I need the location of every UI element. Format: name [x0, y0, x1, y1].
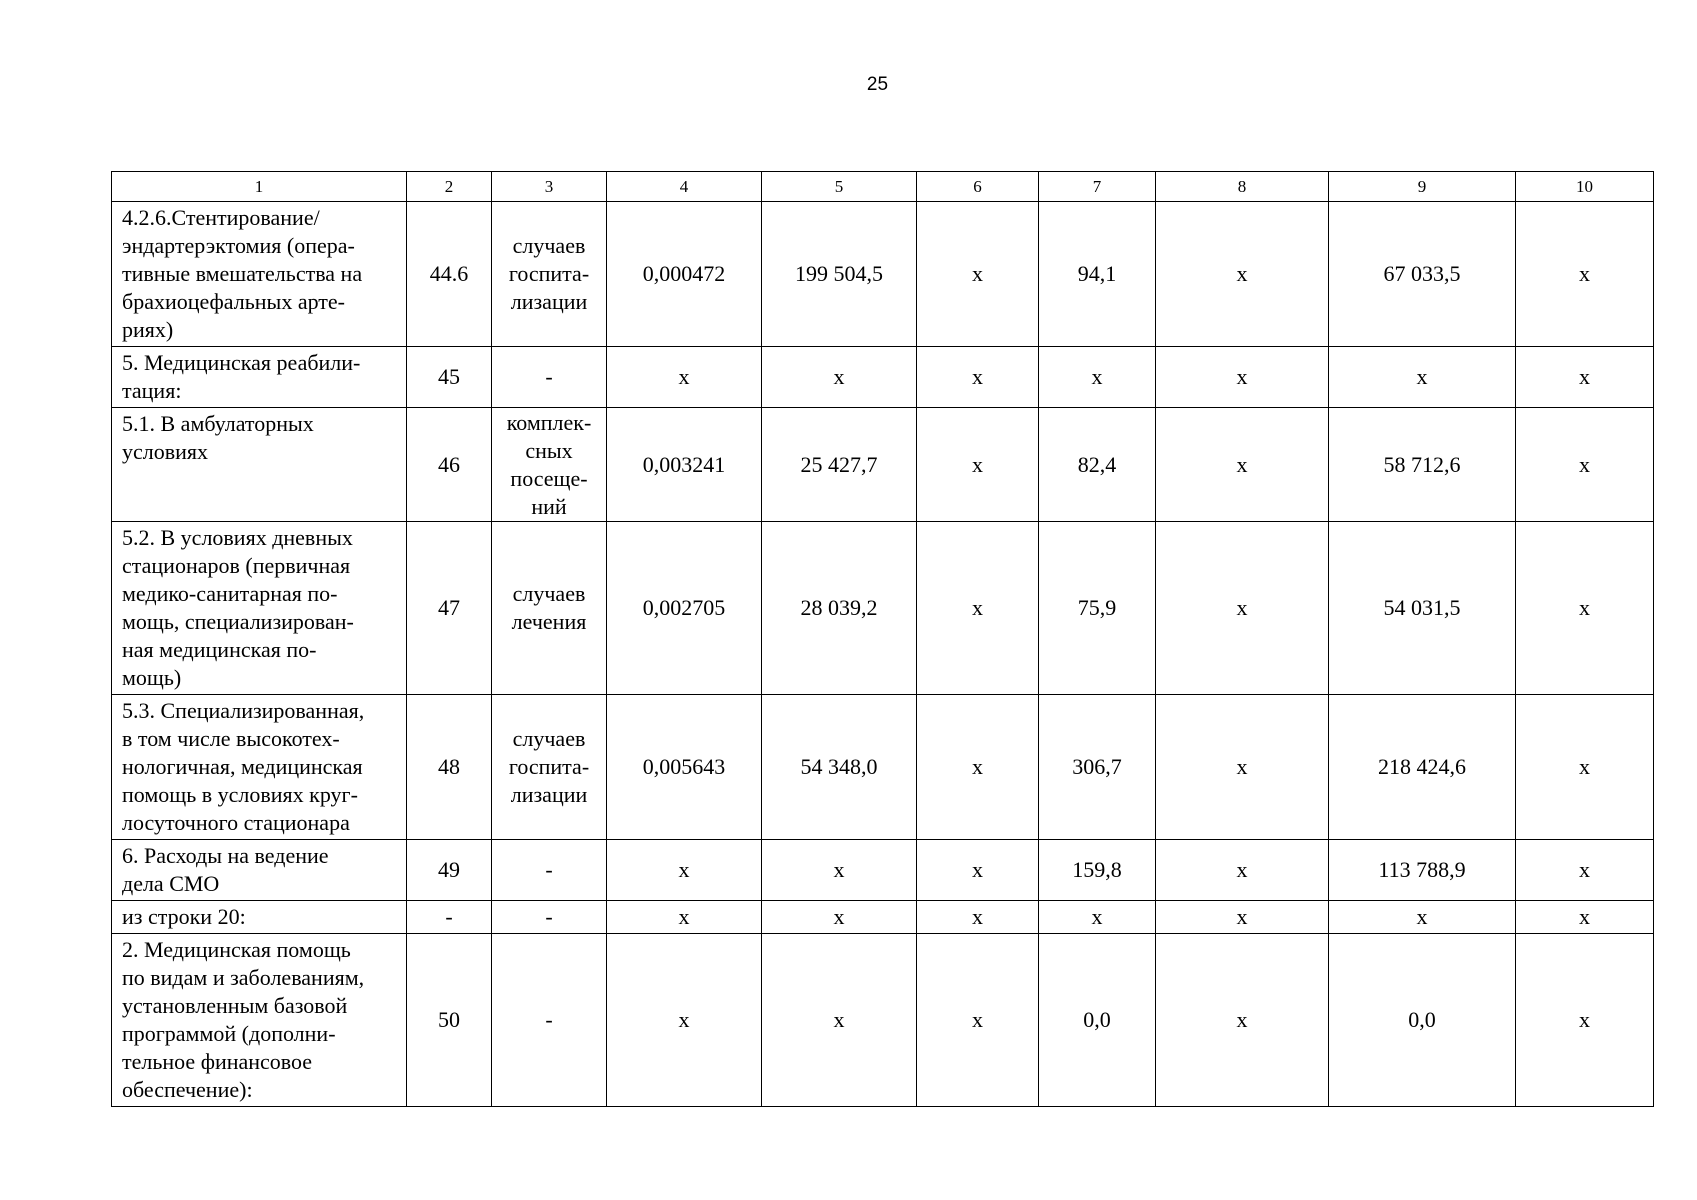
row-name-line: брахиоцефальных арте-	[122, 289, 345, 314]
row-name-line: 5.1. В амбулаторных	[122, 411, 314, 436]
data-table	[111, 171, 1654, 1107]
column-number: 3	[492, 172, 607, 202]
row-name-line: программой (дополни-	[122, 1021, 336, 1046]
column-number: 1	[112, 172, 407, 202]
row-name-line: 6. Расходы на ведение	[122, 843, 329, 868]
row-name-line: дела СМО	[122, 871, 220, 896]
column-number: 6	[917, 172, 1039, 202]
column-number-row	[112, 172, 1654, 202]
row-name-line: 5.2. В условиях дневных	[122, 525, 353, 550]
column-number: 10	[1516, 172, 1654, 202]
value-cell: 218 424,6	[1329, 695, 1516, 840]
value-cell: х	[917, 408, 1039, 522]
row-name-line: лосуточного стационара	[122, 810, 350, 835]
value-cell: 94,1	[1039, 202, 1156, 347]
value-cell: 0,002705	[607, 522, 762, 695]
value-cell: х	[1156, 695, 1329, 840]
unit-cell: -	[492, 901, 607, 934]
column-number: 7	[1039, 172, 1156, 202]
value-cell: 0,005643	[607, 695, 762, 840]
value-cell: х	[607, 840, 762, 901]
row-name-line: риях)	[122, 317, 174, 342]
row-name-cell	[112, 202, 407, 347]
value-cell: х	[762, 840, 917, 901]
row-name-line: ная медицинская по-	[122, 637, 317, 662]
value-cell: 0,003241	[607, 408, 762, 522]
table-row	[112, 695, 1654, 840]
value-cell: х	[1516, 695, 1654, 840]
unit-cell: случаев госпита-лизации	[492, 695, 607, 840]
value-cell: 306,7	[1039, 695, 1156, 840]
value-cell: 58 712,6	[1329, 408, 1516, 522]
row-name-line: тельное финансовое	[122, 1049, 313, 1074]
value-cell: 0,0	[1039, 934, 1156, 1107]
value-cell: х	[1516, 408, 1654, 522]
row-name-line: тация:	[122, 378, 182, 403]
row-name-line: 2. Медицинская помощь	[122, 937, 351, 962]
value-cell: х	[1329, 347, 1516, 408]
table-row	[112, 202, 1654, 347]
value-cell: х	[1156, 408, 1329, 522]
row-name-cell	[112, 522, 407, 695]
value-cell: х	[917, 840, 1039, 901]
row-name-line: помощь в условиях круг-	[122, 782, 358, 807]
row-name-line: условиях	[122, 439, 209, 464]
row-name-cell	[112, 347, 407, 408]
row-name-line: 5. Медицинская реабили-	[122, 350, 361, 375]
unit-cell: случаев лечения	[492, 522, 607, 695]
value-cell: х	[917, 522, 1039, 695]
value-cell: 75,9	[1039, 522, 1156, 695]
value-cell: х	[607, 934, 762, 1107]
value-cell: 67 033,5	[1329, 202, 1516, 347]
value-cell: 25 427,7	[762, 408, 917, 522]
unit-cell: -	[492, 840, 607, 901]
row-name-line: из строки 20:	[122, 904, 246, 929]
table-row	[112, 901, 1654, 934]
column-number: 2	[407, 172, 492, 202]
value-cell: 28 039,2	[762, 522, 917, 695]
value-cell: х	[1516, 347, 1654, 408]
unit-cell: комплек-сных посеще-ний	[492, 408, 607, 522]
row-name-line: нологичная, медицинская	[122, 754, 363, 779]
table-row	[112, 934, 1654, 1107]
value-cell: х	[762, 934, 917, 1107]
row-name-line: по видам и заболеваниям,	[122, 965, 365, 990]
value-cell: х	[917, 695, 1039, 840]
value-cell: х	[917, 347, 1039, 408]
value-cell: 0,000472	[607, 202, 762, 347]
value-cell: х	[762, 901, 917, 934]
value-cell: х	[917, 901, 1039, 934]
value-cell: х	[1156, 202, 1329, 347]
value-cell: х	[1329, 901, 1516, 934]
row-name-cell	[112, 408, 407, 522]
value-cell: -	[407, 901, 492, 934]
table-row	[112, 840, 1654, 901]
value-cell: 159,8	[1039, 840, 1156, 901]
value-cell: 54 031,5	[1329, 522, 1516, 695]
value-cell: х	[607, 347, 762, 408]
value-cell: 0,0	[1329, 934, 1516, 1107]
value-cell: 44.6	[407, 202, 492, 347]
row-name-line: эндартерэктомия (опера-	[122, 233, 355, 258]
row-name-line: установленным базовой	[122, 993, 348, 1018]
value-cell: 47	[407, 522, 492, 695]
table-row	[112, 522, 1654, 695]
value-cell: 199 504,5	[762, 202, 917, 347]
unit-cell: случаев госпита-лизации	[492, 202, 607, 347]
value-cell: х	[1156, 934, 1329, 1107]
row-name-line: 5.3. Специализированная,	[122, 698, 365, 723]
value-cell: 113 788,9	[1329, 840, 1516, 901]
row-name-line: в том числе высокотех-	[122, 726, 340, 751]
unit-cell: -	[492, 347, 607, 408]
row-name-cell	[112, 934, 407, 1107]
value-cell: х	[1516, 202, 1654, 347]
value-cell: 45	[407, 347, 492, 408]
value-cell: х	[1156, 522, 1329, 695]
value-cell: х	[1156, 901, 1329, 934]
row-name-line: обеспечение):	[122, 1077, 253, 1102]
column-number: 9	[1329, 172, 1516, 202]
value-cell: х	[1039, 347, 1156, 408]
column-number: 8	[1156, 172, 1329, 202]
value-cell: х	[917, 934, 1039, 1107]
row-name-cell	[112, 695, 407, 840]
table-row	[112, 408, 1654, 522]
value-cell: х	[1516, 840, 1654, 901]
row-name-line: стационаров (первичная	[122, 553, 351, 578]
value-cell: 82,4	[1039, 408, 1156, 522]
value-cell: х	[607, 901, 762, 934]
row-name-line: тивные вмешательства на	[122, 261, 363, 286]
value-cell: х	[917, 202, 1039, 347]
value-cell: х	[1039, 901, 1156, 934]
value-cell: х	[1516, 934, 1654, 1107]
row-name-cell	[112, 840, 407, 901]
value-cell: х	[1516, 901, 1654, 934]
value-cell: 54 348,0	[762, 695, 917, 840]
value-cell: 49	[407, 840, 492, 901]
row-name-line: 4.2.6.Стентирование/	[122, 205, 320, 230]
row-name-line: медико-санитарная по-	[122, 581, 338, 606]
column-number: 4	[607, 172, 762, 202]
column-number: 5	[762, 172, 917, 202]
row-name-cell	[112, 901, 407, 934]
value-cell: х	[762, 347, 917, 408]
row-name-line: мощь)	[122, 665, 182, 690]
value-cell: х	[1156, 840, 1329, 901]
value-cell: 46	[407, 408, 492, 522]
unit-cell: -	[492, 934, 607, 1107]
page-number: 25	[866, 74, 889, 95]
value-cell: 48	[407, 695, 492, 840]
value-cell: 50	[407, 934, 492, 1107]
value-cell: х	[1516, 522, 1654, 695]
row-name-line: мощь, специализирован-	[122, 609, 354, 634]
table-row	[112, 347, 1654, 408]
value-cell: х	[1156, 347, 1329, 408]
